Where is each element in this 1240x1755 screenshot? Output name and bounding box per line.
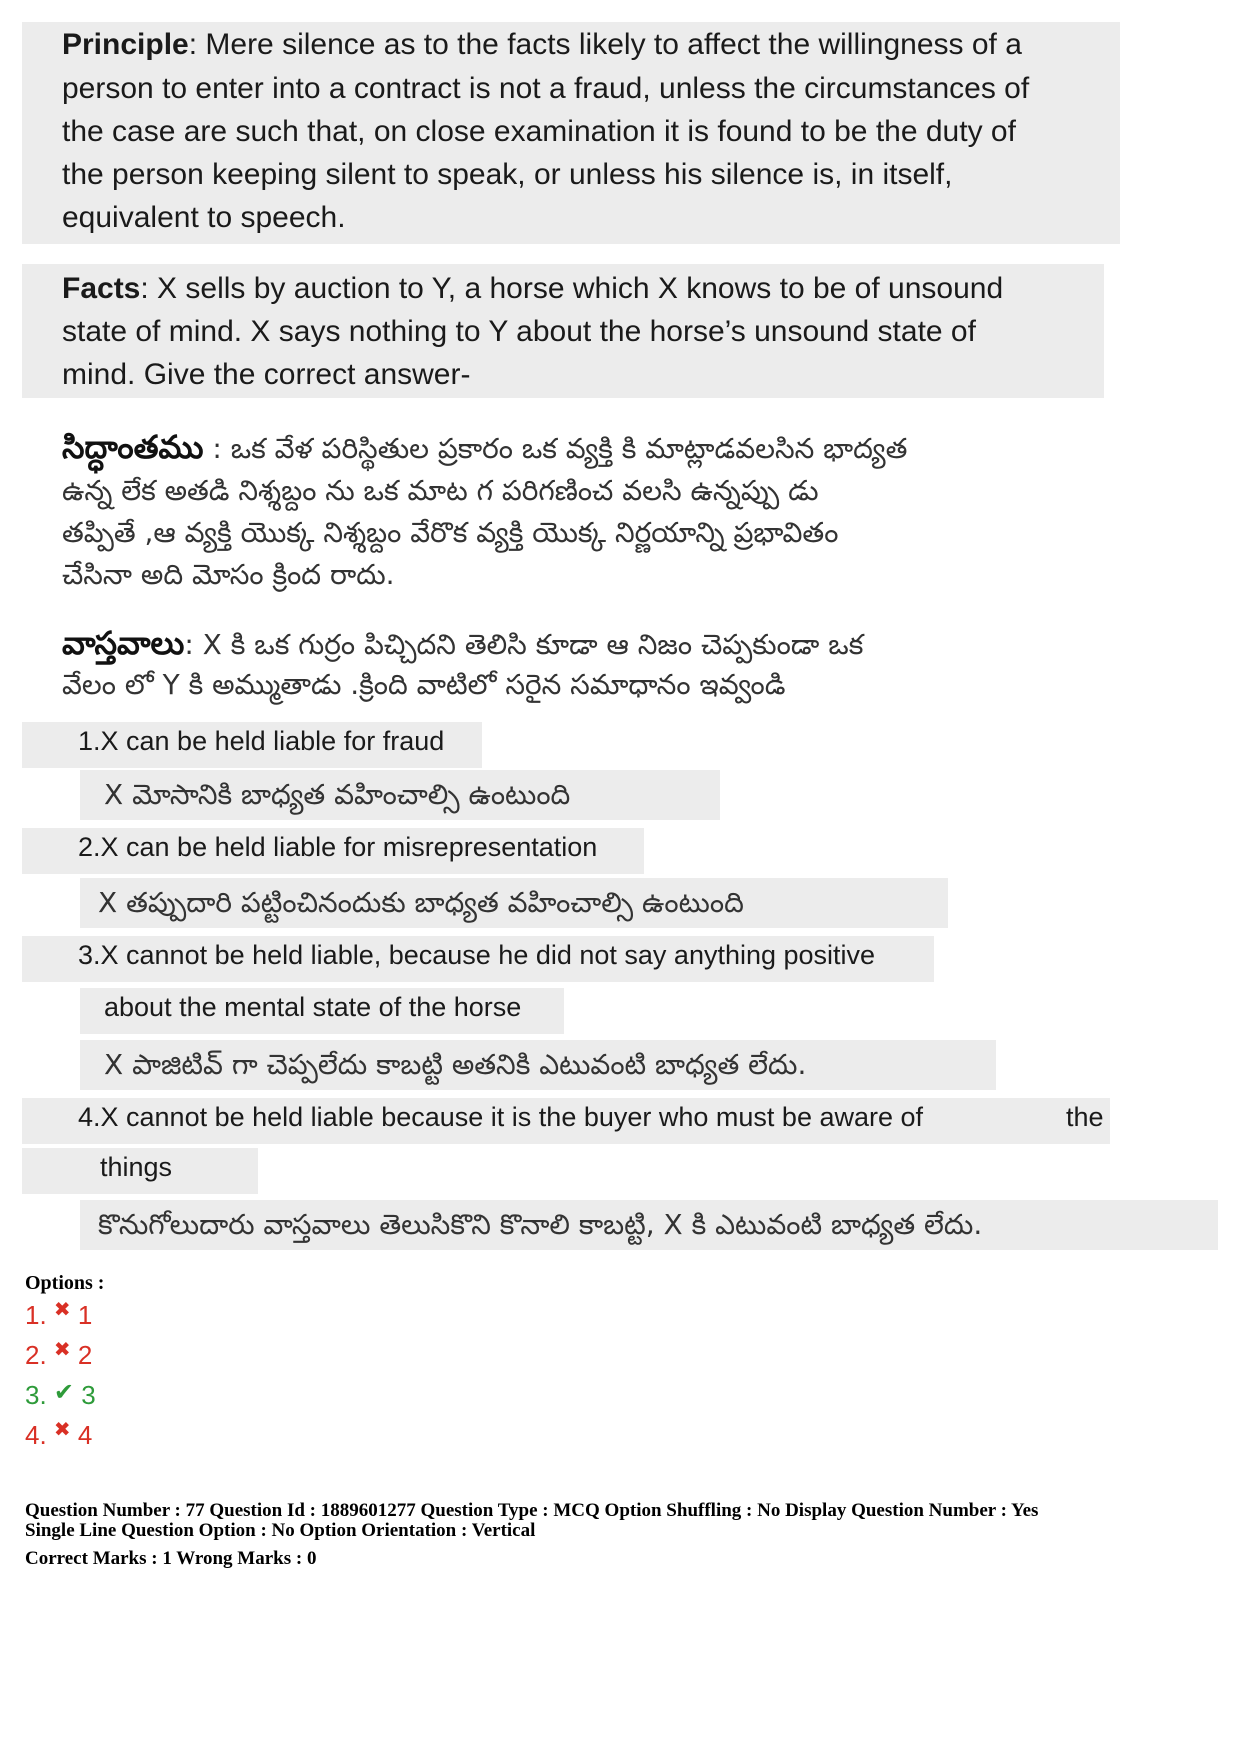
- option-number: 3.: [25, 1380, 47, 1410]
- option-value: 1: [77, 1300, 93, 1330]
- option-value: 3: [81, 1380, 96, 1410]
- facts-line-3: mind. Give the correct answer-: [62, 358, 471, 391]
- facts-te-line-2: వేలం లో Y కి అమ్ముతాడు .క్రింది వాటిలో సరైన సమాధానం ఇవ్వండి: [62, 668, 786, 701]
- facts-label: Facts: [62, 272, 141, 305]
- choice-3-te: X పాజిటివ్ గా చెప్పలేదు కాబట్టి అతనికి ఎటువంటి బాధ్యత లేదు.: [104, 1048, 807, 1081]
- principle-line-3: the case are such that, on close examination it is found to be the duty of: [62, 115, 1016, 148]
- choice-4-en-line-1-tail: the: [1066, 1102, 1104, 1132]
- principle-line-5: equivalent to speech.: [62, 201, 346, 234]
- facts-line-1: Facts: X sells by auction to Y, a horse which X knows to be of unsound: [62, 272, 1004, 305]
- option-number: 1.: [25, 1300, 47, 1330]
- question-marks: Correct Marks : 1 Wrong Marks : 0: [25, 1548, 317, 1569]
- choice-4-en-line-2: things: [100, 1152, 173, 1182]
- choice-3-en-line-1: 3.X cannot be held liable, because he did not say anything positive: [78, 940, 876, 970]
- option-number: 4.: [25, 1420, 47, 1450]
- cross-icon: ✖: [53, 1299, 71, 1321]
- check-icon: ✔: [53, 1379, 75, 1406]
- principle-line-1: Principle: Mere silence as to the facts likely to affect the willingness of a: [62, 28, 1022, 61]
- facts-te-line-1: వాస్తవాలు: X కి ఒక గుర్రం పిచ్చిదని తెలిసి కూడా ఆ నిజం చెప్పకుండా ఒక: [62, 624, 864, 662]
- principle-te-line-1: సిద్ధాంతము : ఒక వేళ పరిస్థితుల ప్రకారం ఒక వ్యక్తి కి మాట్లాడవలసిన భాద్యత: [62, 428, 908, 466]
- principle-te-line-2: ఉన్న లేక అతడి నిశ్శబ్దం ను ఒక మాట గ పరిగణించ వలసి ఉన్నప్పు డు: [62, 474, 819, 507]
- options-heading: Options :: [25, 1272, 105, 1294]
- question-meta-line-1: Question Number : 77 Question Id : 1889601277 Question Type : MCQ Option Shuffling : No Display Question Number : Yes: [25, 1500, 1039, 1521]
- option-1: [25, 1300, 92, 1331]
- principle-label: Principle: [62, 28, 189, 61]
- choice-2-te: X తప్పుదారి పట్టించినందుకు బాధ్యత వహించాల్సి ఉంటుంది: [98, 886, 744, 919]
- principle-line-2: person to enter into a contract is not a fraud, unless the circumstances of: [62, 72, 1030, 105]
- principle-te-label: సిద్ధాంతము: [62, 428, 204, 466]
- choice-2-en: 2.X can be held liable for misrepresentation: [78, 832, 598, 862]
- option-value: 4: [77, 1420, 93, 1450]
- choice-4-te: కొనుగోలుదారు వాస్తవాలు తెలుసికొని కొనాలి కాబట్టి, X కి ఎటువంటి బాధ్యత లేదు.: [98, 1208, 983, 1241]
- choice-1-te: X మోసానికి బాధ్యత వహించాల్సి ఉంటుంది: [104, 778, 571, 811]
- choice-1-en: 1.X can be held liable for fraud: [78, 726, 445, 756]
- choice-4-en-line-1: 4.X cannot be held liable because it is the buyer who must be aware of: [78, 1102, 924, 1132]
- principle-te-line-4: చేసినా అది మోసం క్రింద రాదు.: [62, 558, 395, 591]
- option-number: 2.: [25, 1340, 47, 1370]
- cross-icon: ✖: [53, 1419, 71, 1441]
- question-meta-line-2: Single Line Question Option : No Option Orientation : Vertical: [25, 1520, 536, 1541]
- cross-icon: ✖: [53, 1339, 71, 1361]
- choice-3-en-line-2: about the mental state of the horse: [104, 992, 522, 1022]
- facts-te-label: వాస్తవాలు: [62, 624, 185, 662]
- option-2: [25, 1340, 92, 1371]
- option-4: [25, 1420, 92, 1451]
- principle-te-line-3: తప్పితే ,ఆ వ్యక్తి యొక్క నిశ్శబ్దం వేరొక వ్యక్తి యొక్క నిర్ణయాన్ని ప్రభావితం: [62, 516, 839, 549]
- option-3: [25, 1380, 96, 1411]
- principle-line-4: the person keeping silent to speak, or unless his silence is, in itself,: [62, 158, 953, 191]
- facts-line-2: state of mind. X says nothing to Y about the horse’s unsound state of: [62, 315, 976, 348]
- option-value: 2: [77, 1340, 93, 1370]
